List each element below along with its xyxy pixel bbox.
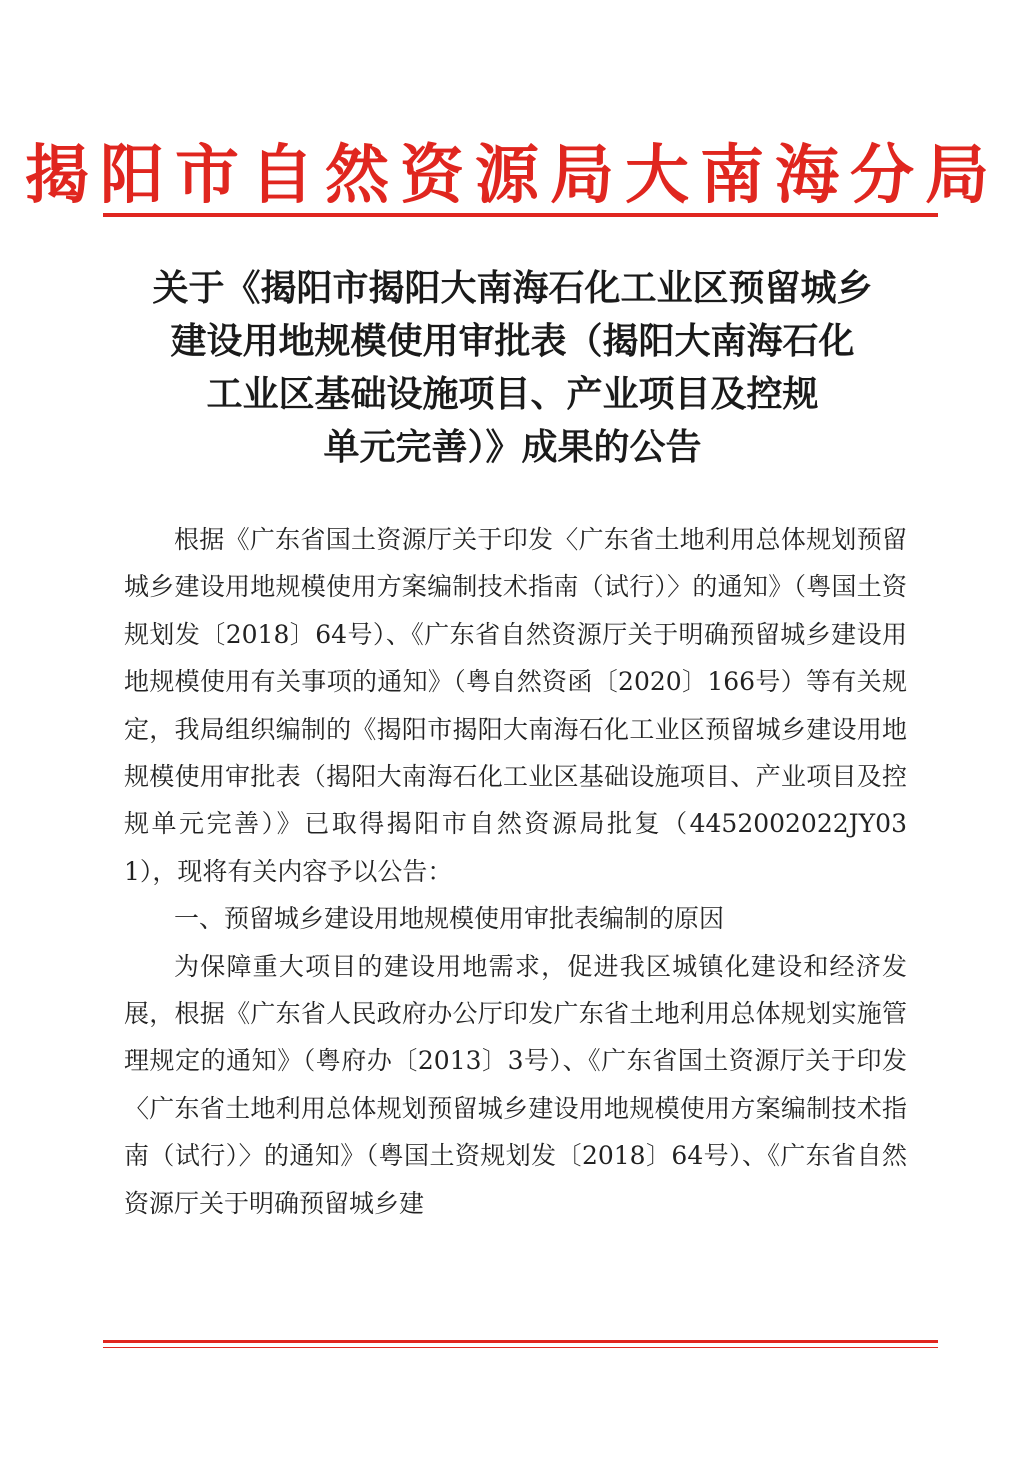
body-paragraph: 为保障重大项目的建设用地需求，促进我区城镇化建设和经济发展，根据《广东省人民政府办公厅印发广东省土地利用总体规划实施管理规定的通知》（粤府办〔2013〕3号）、《广东省国土资源厅关于印发〈广东省土地利用总体规划预留城乡建设用地规模使用方案编制技术指南（试行）〉的通知》（粤国土资规划发〔2018〕64号）、《广东省自然资源厅关于明确预留城乡建 (124, 951, 907, 1218)
notice-body (124, 516, 907, 1227)
notice-title-line: 建设用地规模使用审批表（揭阳大南海石化 (170, 320, 855, 362)
notice-title (110, 262, 915, 474)
letterhead-org-name: 揭阳市自然资源局大南海分局 (25, 139, 1000, 213)
body-paragraph: 根据《广东省国土资源厅关于印发〈广东省土地利用总体规划预留城乡建设用地规模使用方案编制技术指南（试行）〉的通知》（粤国土资规划发〔2018〕64号）、《广东省自然资源厅关于明确预留城乡建设用地规模使用有关事项的通知》（粤自然资函〔2020〕166号）等有关规定，我局组织编制的《揭阳市揭阳大南海石化工业区预留城乡建设用地规模使用审批表（揭阳大南海石化工业区基础设施项目、产业项目及控规单元完善）》已取得揭阳市自然资源局批复（4452002022JY031），现将有关内容予以公告： (124, 525, 907, 886)
notice-title-line: 工业区基础设施项目、产业项目及控规 (206, 373, 819, 415)
letterhead-red-rule (103, 213, 938, 217)
section-heading: 一、预留城乡建设用地规模使用审批表编制的原因 (174, 904, 725, 934)
notice-title-line: 单元完善）》成果的公告 (323, 426, 702, 468)
footer-red-rule-thick (103, 1340, 938, 1343)
notice-title-line: 关于《揭阳市揭阳大南海石化工业区预留城乡 (152, 267, 873, 309)
footer-red-rule-thin (103, 1347, 938, 1348)
